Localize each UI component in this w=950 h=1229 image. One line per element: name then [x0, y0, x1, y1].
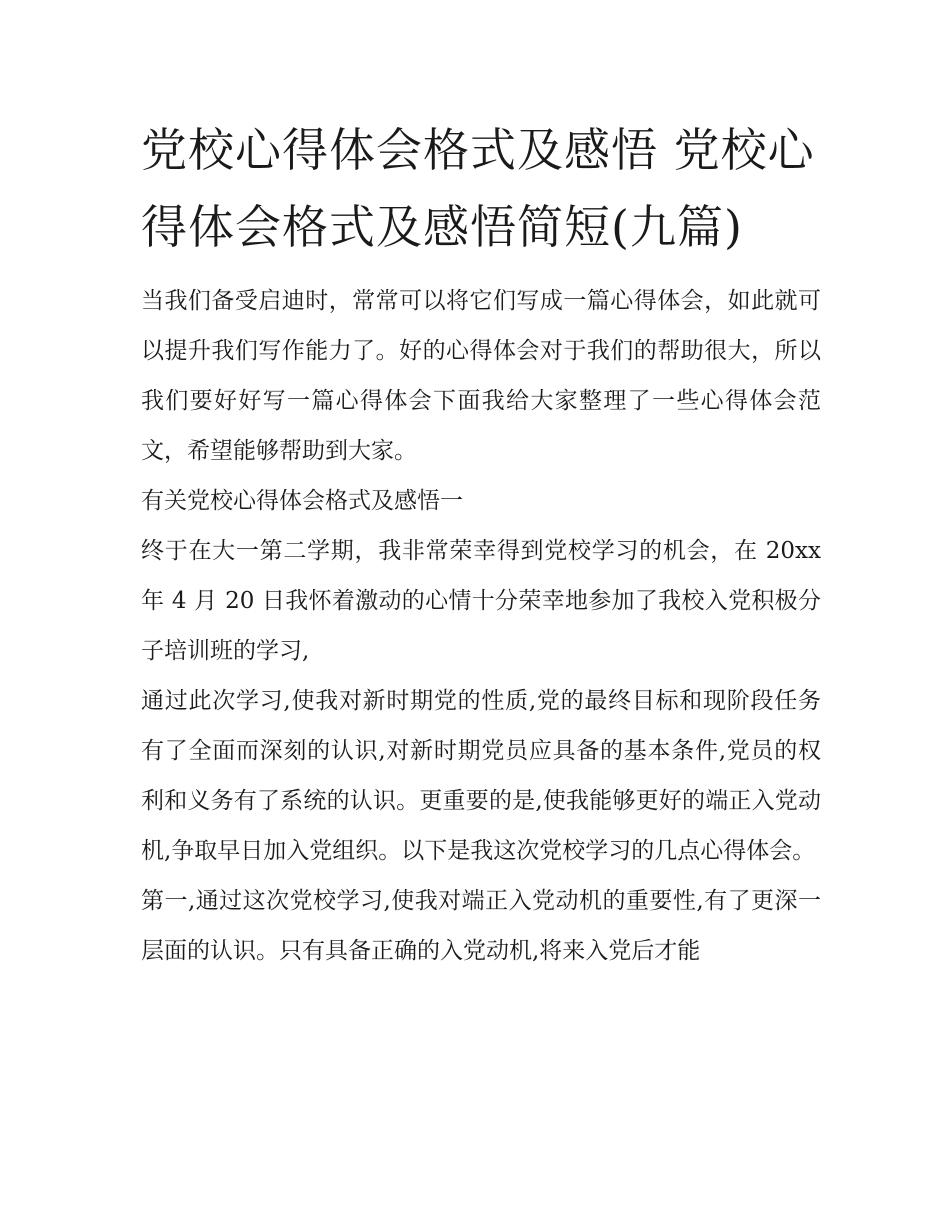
body-paragraph: 通过此次学习,使我对新时期党的性质,党的最终目标和现阶段任务有了全面而深刻的认识,对新时期党员应具备的基本条件,党员的权利和义务有了系统的认识。更重要的是,使我能够更好的端正入党动机,争取早日加入党组织。以下是我这次党校学习的几点心得体会。	[141, 688, 821, 864]
body-paragraph: 终于在大一第二学期，我非常荣幸得到党校学习的机会，在 20xx 年 4 月 20 日我怀着激动的心情十分荣幸地参加了我校入党积极分子培训班的学习,	[141, 538, 821, 664]
body-paragraph: 第一,通过这次党校学习,使我对端正入党动机的重要性,有了更深一层面的认识。只有具备正确的入党动机,将来入党后才能	[141, 888, 821, 964]
intro-paragraph: 当我们备受启迪时，常常可以将它们写成一篇心得体会，如此就可以提升我们写作能力了。好的心得体会对于我们的帮助很大，所以我们要好好写一篇心得体会下面我给大家整理了一些心得体会范文，希望能够帮助到大家。	[141, 288, 821, 464]
document-body	[141, 112, 821, 976]
section-heading: 有关党校心得体会格式及感悟一	[141, 488, 463, 514]
document-title: 党校心得体会格式及感悟 党校心得体会格式及感悟简短(九篇)	[141, 123, 815, 254]
